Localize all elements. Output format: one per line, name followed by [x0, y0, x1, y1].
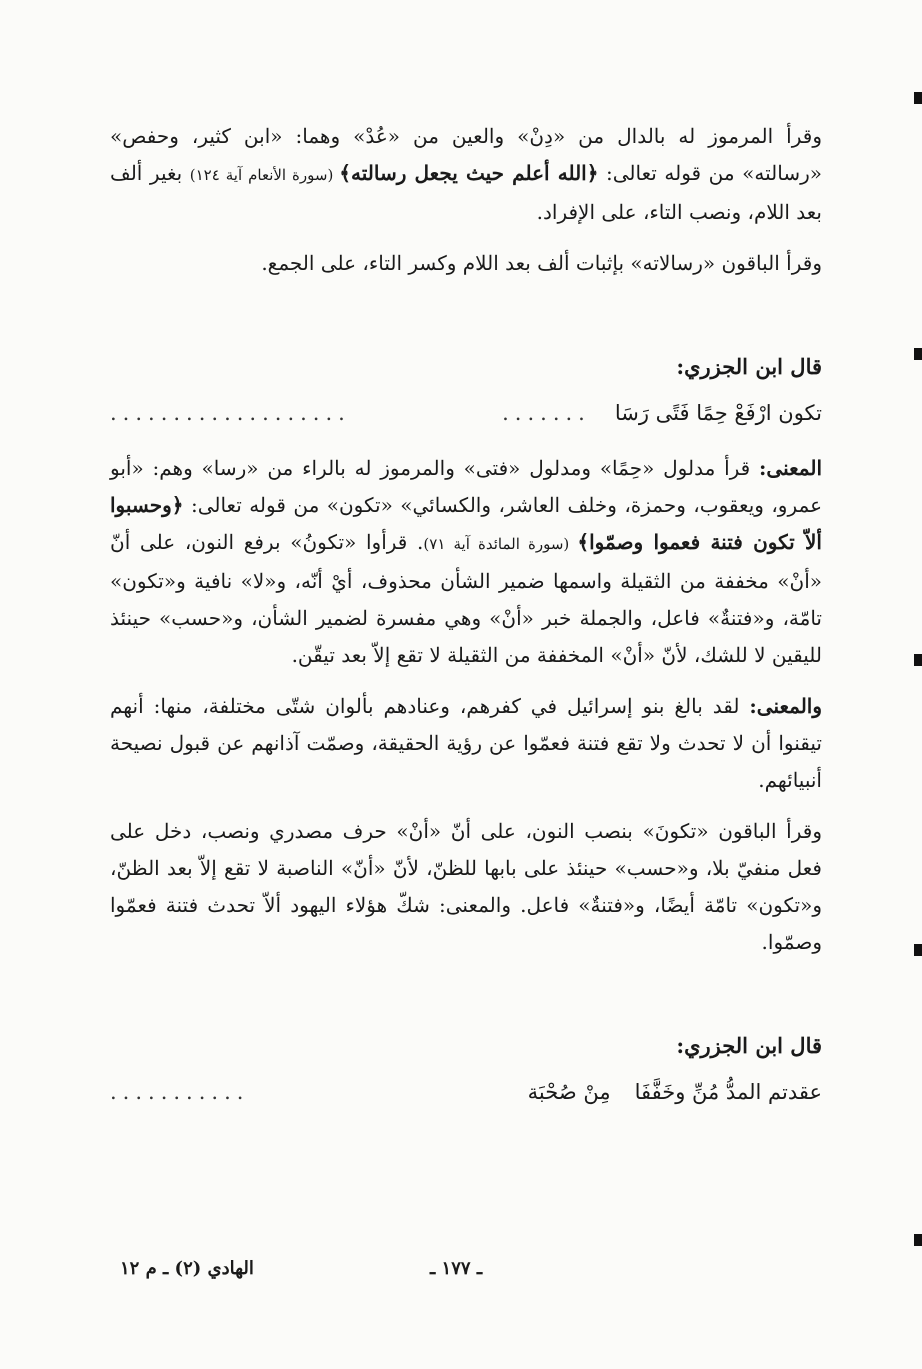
meaning-label: والمعنى: [749, 694, 822, 718]
text: . قرأوا «تكونُ» برفع النون، على أنّ «أنْ» مخففة من الثقيلة واسمها ضمير الشأن محذوف، أيْ أنّه، و«لا» نافية و«تكون» تامّة، و«فتنةٌ» فاعل، والجملة خبر «أنْ» وهي مفسرة لضمير الشأن، و«حسب» حينئذ لليقين لا للشك، لأنّ «أنْ» المخففة من الثقيلة لا تقع إلاّ بعد تيقّن. [110, 530, 822, 667]
quran-reference: (سورة الأنعام آية ١٢٤) [189, 166, 340, 184]
verse-dots: ................... [110, 401, 351, 425]
quran-quote: ﴿وحسبوا ألاّ تكون فتنة فعموا وصمّوا﴾ [110, 493, 822, 554]
meaning-label: المعنى: [759, 456, 822, 480]
paragraph-4 [110, 688, 822, 799]
text: قرأ مدلول «حِمًا» ومدلول «فتى» والمرموز له بالراء من «رسا» وهم: «أبو عمرو، ويعقوب، وحمزة، وخلف العاشر، والكسائي» «تكون» من قوله تعالى: [110, 456, 822, 517]
text: وقرأ المرموز له بالدال من «دِنْ» والعين من «عُدْ» وهما: «ابن كثير، وحفص» «رسالته» من قوله تعالى: [110, 124, 822, 185]
section-heading: قال ابن الجزري: [676, 354, 822, 379]
section-heading: قال ابن الجزري: [676, 1033, 822, 1058]
margin-mark [914, 944, 922, 956]
paragraph-2: وقرأ الباقون «رسالاته» بإثبات ألف بعد اللام وكسر التاء، على الجمع. [261, 251, 822, 275]
quran-quote: ﴿الله أعلم حيث يجعل رسالته﴾ [339, 161, 599, 185]
text: بغير ألف بعد اللام، ونصب التاء، على الإفراد. [110, 161, 822, 224]
page-body [110, 118, 822, 1129]
paragraph-5: وقرأ الباقون «تكونَ» بنصب النون، على أنّ «أنْ» حرف مصدري ونصب، دخل على فعل منفيّ بلا، و«حسب» حينئذ على بابها للظنّ، لأنّ «أنّ» الناصبة لا تقع إلاّ بعد الظنّ، و«تكون» تامّة أيضًا، و«فتنةٌ» فاعل. والمعنى: شكّ هؤلاء اليهود ألاّ تحدث فتنة فعمّوا وصمّوا. [110, 819, 822, 954]
page-number: ـ ١٧٧ ـ [430, 1258, 483, 1279]
margin-mark [914, 1234, 922, 1246]
quran-reference: (سورة المائدة آية ٧١) [423, 535, 578, 553]
paragraph-1 [110, 118, 822, 231]
verse-text: عقدتم المدُّ مُنِّ وخَفَّفَا [634, 1080, 822, 1104]
verse-text: مِنْ صُحْبَة [527, 1080, 611, 1104]
poem-verse [110, 395, 822, 432]
verse-text: تكون ارْفَعْ حِمًا فَتًى رَسَا [614, 401, 822, 425]
margin-mark [914, 92, 922, 104]
margin-mark [914, 348, 922, 360]
verse-dots: ....... [502, 401, 591, 425]
margin-mark [914, 654, 922, 666]
signature-mark: الهادي (٢) ـ م ١٢ [120, 1258, 254, 1279]
poem-verse [110, 1074, 822, 1111]
paragraph-3 [110, 450, 822, 674]
verse-dots: ........... [110, 1080, 250, 1104]
page-footer [120, 1258, 820, 1288]
text: لقد بالغ بنو إسرائيل في كفرهم، وعنادهم بألوان شتّى مختلفة، منها: أنهم تيقنوا أن لا تحدث ولا تقع فتنة فعمّوا عن رؤية الحقيقة، وصمّت آذانهم عن قبول نصيحة أنبيائهم. [110, 694, 822, 792]
